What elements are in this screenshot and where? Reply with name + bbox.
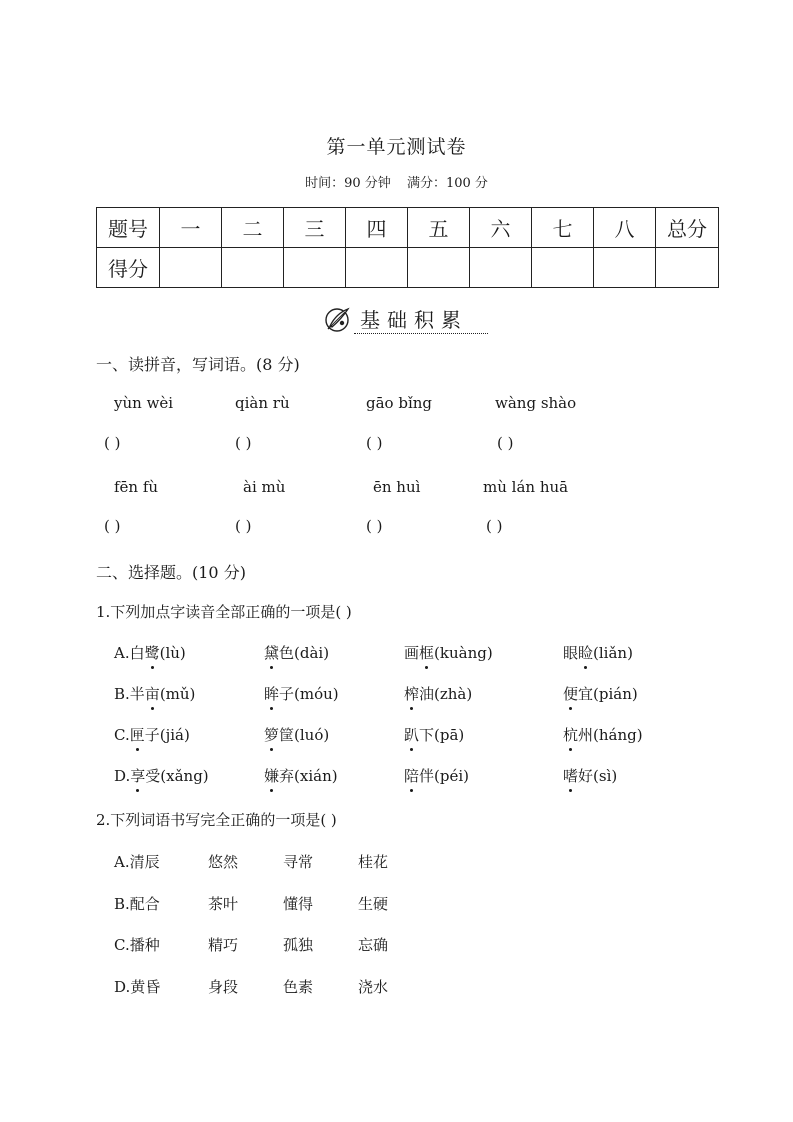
- option-c-item: 趴下(pā): [404, 726, 465, 744]
- header-cell: 一: [160, 208, 222, 248]
- header-cell: 二: [222, 208, 284, 248]
- score-table-header-row: [97, 208, 719, 248]
- score-table: [96, 207, 719, 288]
- option-d-item: 嗜好(sì): [563, 767, 618, 785]
- score-table-score-row: [97, 248, 719, 288]
- option-d-word: 身段: [208, 978, 239, 996]
- option-b-item: 眸子(móu): [264, 685, 339, 703]
- option-d-item: D.享受(xǎng): [114, 767, 209, 785]
- option-d-word: 浇水: [358, 978, 389, 996]
- option-c-item: 箩筐(luó): [264, 726, 330, 744]
- pinyin-item: fēn fù: [114, 478, 159, 496]
- pinyin-item: ài mù: [243, 478, 286, 496]
- option-b-word: B.配合: [114, 895, 160, 913]
- pinyin-item: mù lán huā: [483, 478, 569, 496]
- answer-blank[interactable]: ( ): [486, 517, 503, 535]
- section-banner: [320, 300, 490, 338]
- section-underline: [354, 333, 488, 334]
- option-b-word: 懂得: [283, 895, 314, 913]
- option-c-word: 精巧: [208, 936, 239, 954]
- option-a-word: 悠然: [208, 853, 239, 871]
- option-b-item: 便宜(pián): [563, 685, 638, 703]
- score-cell[interactable]: [656, 248, 719, 288]
- sub-question-2-stem: 2.下列词语书写完全正确的一项是( ): [96, 811, 337, 829]
- option-a-item: 眼睑(liǎn): [563, 644, 633, 662]
- option-a-word: 寻常: [283, 853, 314, 871]
- answer-blank[interactable]: ( ): [104, 517, 121, 535]
- answer-blank[interactable]: ( ): [366, 434, 383, 452]
- pinyin-item: gāo bǐng: [366, 394, 433, 412]
- pinyin-item: ēn huì: [373, 478, 421, 496]
- option-b-word: 茶叶: [208, 895, 239, 913]
- score-row-label: 得分: [97, 248, 160, 288]
- question-1-heading: 一、读拼音，写词语。(8 分): [96, 355, 300, 374]
- score-cell[interactable]: [284, 248, 346, 288]
- question-2-heading: 二、选择题。(10 分): [96, 563, 246, 582]
- time-label: 时间：90 分钟: [305, 176, 391, 191]
- option-a-word: 桂花: [358, 853, 389, 871]
- header-cell: 题号: [97, 208, 160, 248]
- score-cell[interactable]: [160, 248, 222, 288]
- option-a-item: 画框(kuàng): [404, 644, 493, 662]
- option-d-item: 陪伴(péi): [404, 767, 469, 785]
- header-cell: 五: [408, 208, 470, 248]
- option-c-word: 孤独: [283, 936, 314, 954]
- option-b-item: B.半亩(mǔ): [114, 685, 196, 703]
- header-cell: 六: [470, 208, 532, 248]
- pinyin-item: qiàn rù: [235, 394, 290, 412]
- score-cell[interactable]: [222, 248, 284, 288]
- section-title: 基础积累: [360, 308, 468, 332]
- quill-icon: [322, 304, 352, 334]
- header-cell: 三: [284, 208, 346, 248]
- header-cell: 八: [594, 208, 656, 248]
- exam-info: [0, 172, 793, 191]
- answer-blank[interactable]: ( ): [497, 434, 514, 452]
- score-cell[interactable]: [532, 248, 594, 288]
- option-a-item: A.白鹭(lù): [114, 644, 186, 662]
- option-b-word: 生硬: [358, 895, 389, 913]
- pinyin-item: wàng shào: [495, 394, 577, 412]
- header-cell: 总分: [656, 208, 719, 248]
- option-c-item: C.匣子(jiá): [114, 726, 190, 744]
- header-cell: 四: [346, 208, 408, 248]
- answer-blank[interactable]: ( ): [366, 517, 383, 535]
- pinyin-item: yùn wèi: [114, 394, 174, 412]
- header-cell: 七: [532, 208, 594, 248]
- option-a-item: 黛色(dài): [264, 644, 330, 662]
- answer-blank[interactable]: ( ): [235, 517, 252, 535]
- page-title: 第一单元测试卷: [326, 136, 467, 158]
- score-cell[interactable]: [594, 248, 656, 288]
- score-label: 满分：100 分: [406, 176, 488, 191]
- score-cell[interactable]: [470, 248, 532, 288]
- score-cell[interactable]: [346, 248, 408, 288]
- option-c-word: C.播种: [114, 936, 160, 954]
- option-b-item: 榨油(zhà): [404, 685, 473, 703]
- option-c-item: 杭州(háng): [563, 726, 643, 744]
- answer-blank[interactable]: ( ): [235, 434, 252, 452]
- option-d-word: 色素: [283, 978, 314, 996]
- option-c-word: 忘确: [358, 936, 389, 954]
- score-cell[interactable]: [408, 248, 470, 288]
- option-d-item: 嫌弃(xián): [264, 767, 338, 785]
- answer-blank[interactable]: ( ): [104, 434, 121, 452]
- option-a-word: A.清辰: [114, 853, 160, 871]
- sub-question-1-stem: 1.下列加点字读音全部正确的一项是( ): [96, 603, 352, 621]
- option-d-word: D.黄昏: [114, 978, 161, 996]
